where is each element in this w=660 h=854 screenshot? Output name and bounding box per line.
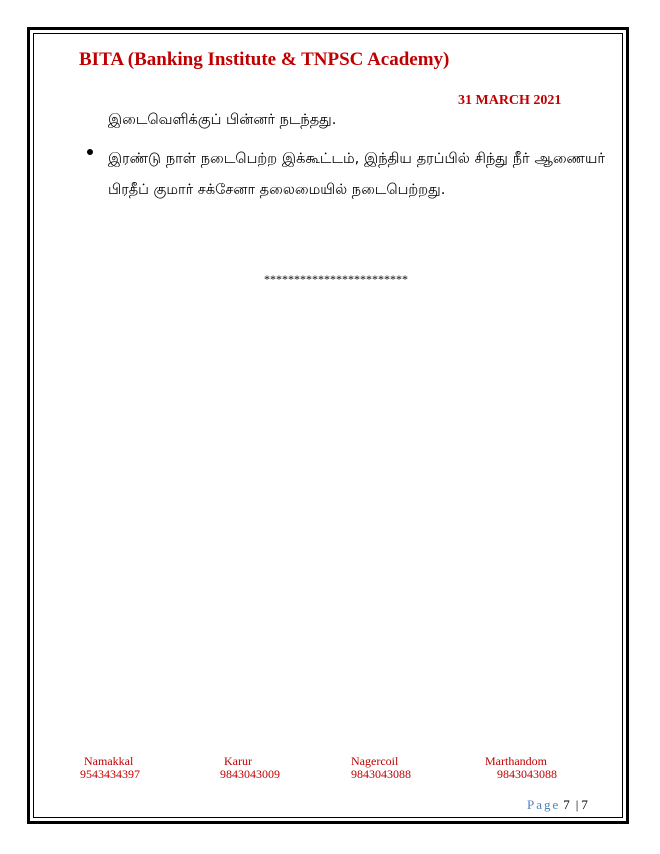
page-separator: | — [575, 797, 579, 812]
footer-city: Marthandom — [485, 754, 547, 768]
institute-title: BITA (Banking Institute & TNPSC Academy) — [79, 49, 450, 70]
document-date: 31 MARCH 2021 — [458, 93, 562, 108]
footer-city: Karur — [224, 754, 252, 768]
footer-city: Nagercoil — [351, 754, 399, 768]
footer-phone: 9843043009 — [220, 767, 280, 781]
footer-branch-namakkal — [80, 754, 140, 781]
section-separator: ************************ — [264, 272, 408, 286]
bullet-icon — [87, 149, 93, 155]
page-label: Page — [527, 797, 561, 812]
continuation-paragraph: இடைவெளிக்குப் பின்னர் நடந்தது. — [108, 112, 337, 128]
footer-branch-karur — [220, 754, 280, 781]
page-number — [527, 797, 588, 813]
footer-phone: 9843043088 — [351, 767, 411, 781]
footer-phone: 9843043088 — [497, 767, 557, 781]
page-current: 7 — [563, 797, 570, 812]
page-total: 7 — [581, 797, 588, 812]
footer-city: Namakkal — [84, 754, 134, 768]
footer-branch-nagercoil — [351, 755, 411, 781]
footer-branch-marthandom — [485, 755, 557, 781]
bullet-paragraph: இரண்டு நாள் நடைபெற்ற இக்கூட்டம், இந்திய தரப்பில் சிந்து நீர் ஆணையர் பிரதீப் குமார் சக்சேனா தலைமையில் நடைபெற்றது. — [108, 151, 605, 198]
footer-phone: 9543434397 — [80, 767, 140, 781]
